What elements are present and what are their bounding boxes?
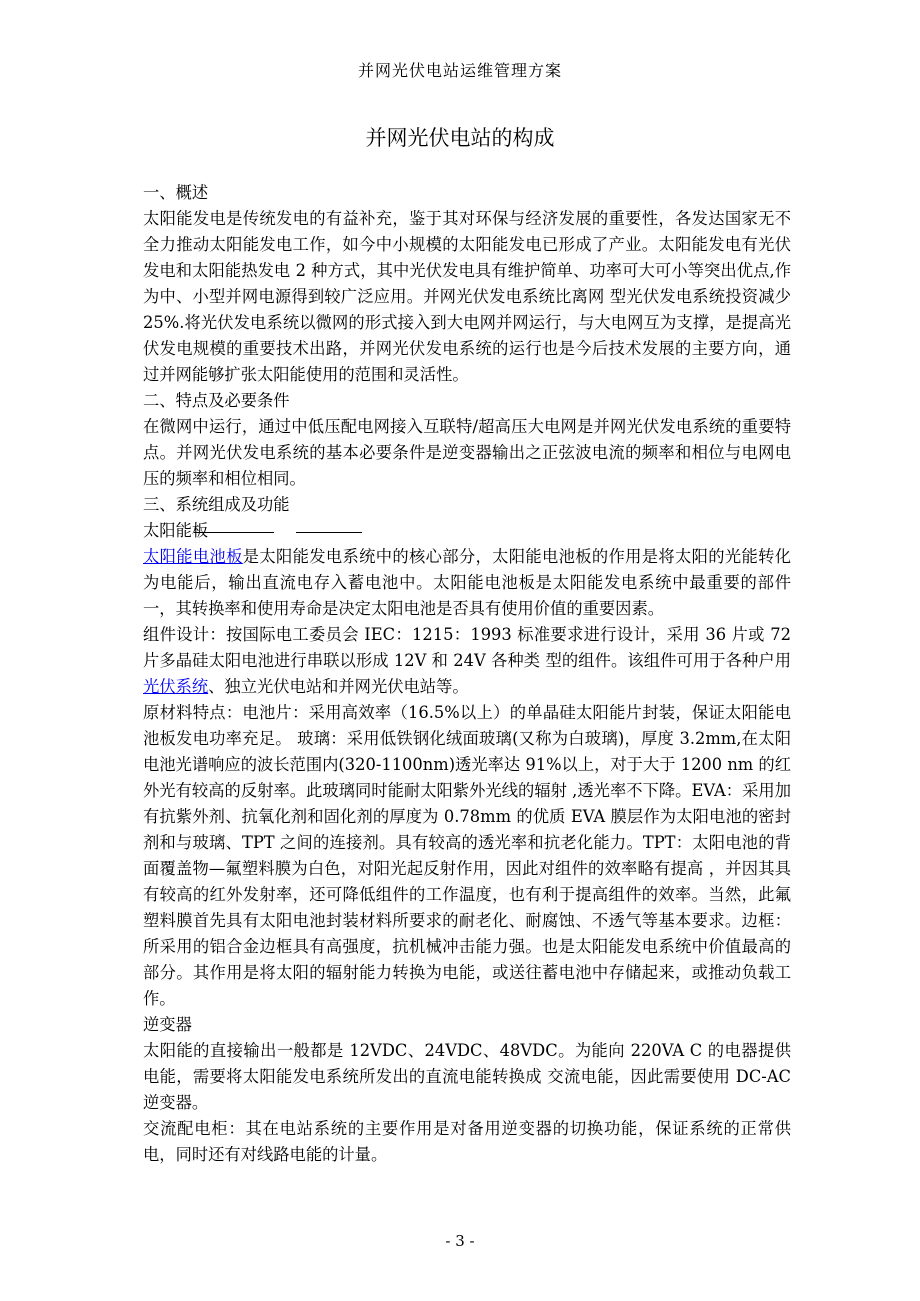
inverter-paragraph: 太阳能的直接输出一般都是 12VDC、24VDC、48VDC。为能向 220VA C 的电器提供电能，需要将太阳能发电系统所发出的直流电能转换成 交流电能，因此需要使用 DC-AC 逆变器。 xyxy=(143,1041,791,1112)
page-number: - 3 - xyxy=(445,1232,475,1250)
running-header: 并网光伏电站运维管理方案 xyxy=(357,61,562,80)
ac-cabinet-paragraph: 交流配电柜：其在电站系统的主要作用是对备用逆变器的切换功能，保证系统的正常供电，同时还有对线路电能的计量。 xyxy=(143,1119,791,1164)
section-heading-features: 二、特点及必要条件 xyxy=(143,391,290,410)
solar-panel-label: 太阳能板 xyxy=(143,521,209,540)
module-design-text: 组件设计：按国际电工委员会 IEC：1215：1993 标准要求进行设计，采用 36 片或 72 片多晶硅太阳电池进行串联以形成 12V 和 24V 各种类 型的组件。该组件可用于各种户用 xyxy=(143,625,791,670)
module-design-paragraph xyxy=(143,622,791,700)
section-heading-components: 三、系统组成及功能 xyxy=(143,495,290,514)
pv-system-link[interactable]: 光伏系统 xyxy=(143,677,209,696)
solar-panel-text: 是太阳能发电系统中的核心部分，太阳能电池板的作用是将太阳的光能转化为电能后，输出直流电存入蓄电池中。太阳能电池板是太阳能发电系统中最重要的部件一，其转换率和使用寿命是决定太阳电池是否具有使用价值的重要因素。 xyxy=(143,547,791,618)
features-paragraph: 在微网中运行，通过中低压配电网接入互联特/超高压大电网是并网光伏发电系统的重要特点。并网光伏发电系统的基本必要条件是逆变器输出之正弦波电流的频率和相位与电网电压的频率和相位相同。 xyxy=(143,417,791,488)
module-design-text-end: 、独立光伏电站和并网光伏电站等。 xyxy=(208,677,469,696)
solar-panel-paragraph xyxy=(143,544,791,622)
section-heading-overview: 一、概述 xyxy=(143,183,209,202)
document-title: 并网光伏电站的构成 xyxy=(365,126,555,150)
horizontal-rule xyxy=(296,532,362,533)
solar-panel-heading-line xyxy=(143,518,791,544)
document-body xyxy=(143,180,791,1168)
materials-paragraph: 原材料特点：电池片：采用高效率（16.5%以上）的单晶硅太阳能片封装，保证太阳能电池板发电功率充足。 玻璃：采用低铁钢化绒面玻璃(又称为白玻璃)，厚度 3.2mm,在太阳电池光谱响应的波长范围内(320-1100nm)透光率达 91%以上，对于大于 1200 nm 的红外光有较高的反射率。此玻璃同时能耐太阳紫外光线的辐射 ,透光率不下降。EVA：采用加有抗紫外剂、抗氧化剂和固化剂的厚度为 0.78mm 的优质 EVA 膜层作为太阳电池的密封剂和与玻璃、TPT 之间的连接剂。具有较高的透光率和抗老化能力。TPT：太阳电池的背面覆盖物—氟塑料膜为白色，对阳光起反射作用，因此对组件的效率略有提高 ，并因其具有较高的红外发射率，还可降低组件的工作温度，也有利于提高组件的效率。当然，此氟塑料膜首先具有太阳电池封装材料所要求的耐老化、耐腐蚀、不透气等基本要求。边框：所采用的铝合金边框具有高强度，抗机械冲击能力强。也是太阳能发电系统中价值最高的部分。其作用是将太阳的辐射能力转换为电能，或送往蓄电池中存储起来，或推动负载工作。 xyxy=(143,703,791,1008)
solar-panel-link[interactable]: 太阳能电池板 xyxy=(143,547,243,566)
overview-paragraph: 太阳能发电是传统发电的有益补充，鉴于其对环保与经济发展的重要性，各发达国家无不全力推动太阳能发电工作，如今中小规模的太阳能发电已形成了产业。太阳能发电有光伏发电和太阳能热发电 2 种方式，其中光伏发电具有维护简单、功率可大可小等突出优点,作为中、小型并网电源得到较广泛应用。并网光伏发电系统比离网 型光伏发电系统投资减少 25%.将光伏发电系统以微网的形式接入到大电网并网运行，与大电网互为支撑，是提高光伏发电规模的重要技术出路，并网光伏发电系统的运行也是今后技术发展的主要方向，通过并网能够扩张太阳能使用的范围和灵活性。 xyxy=(143,209,791,384)
inverter-heading: 逆变器 xyxy=(143,1015,192,1034)
horizontal-rule xyxy=(194,532,274,533)
